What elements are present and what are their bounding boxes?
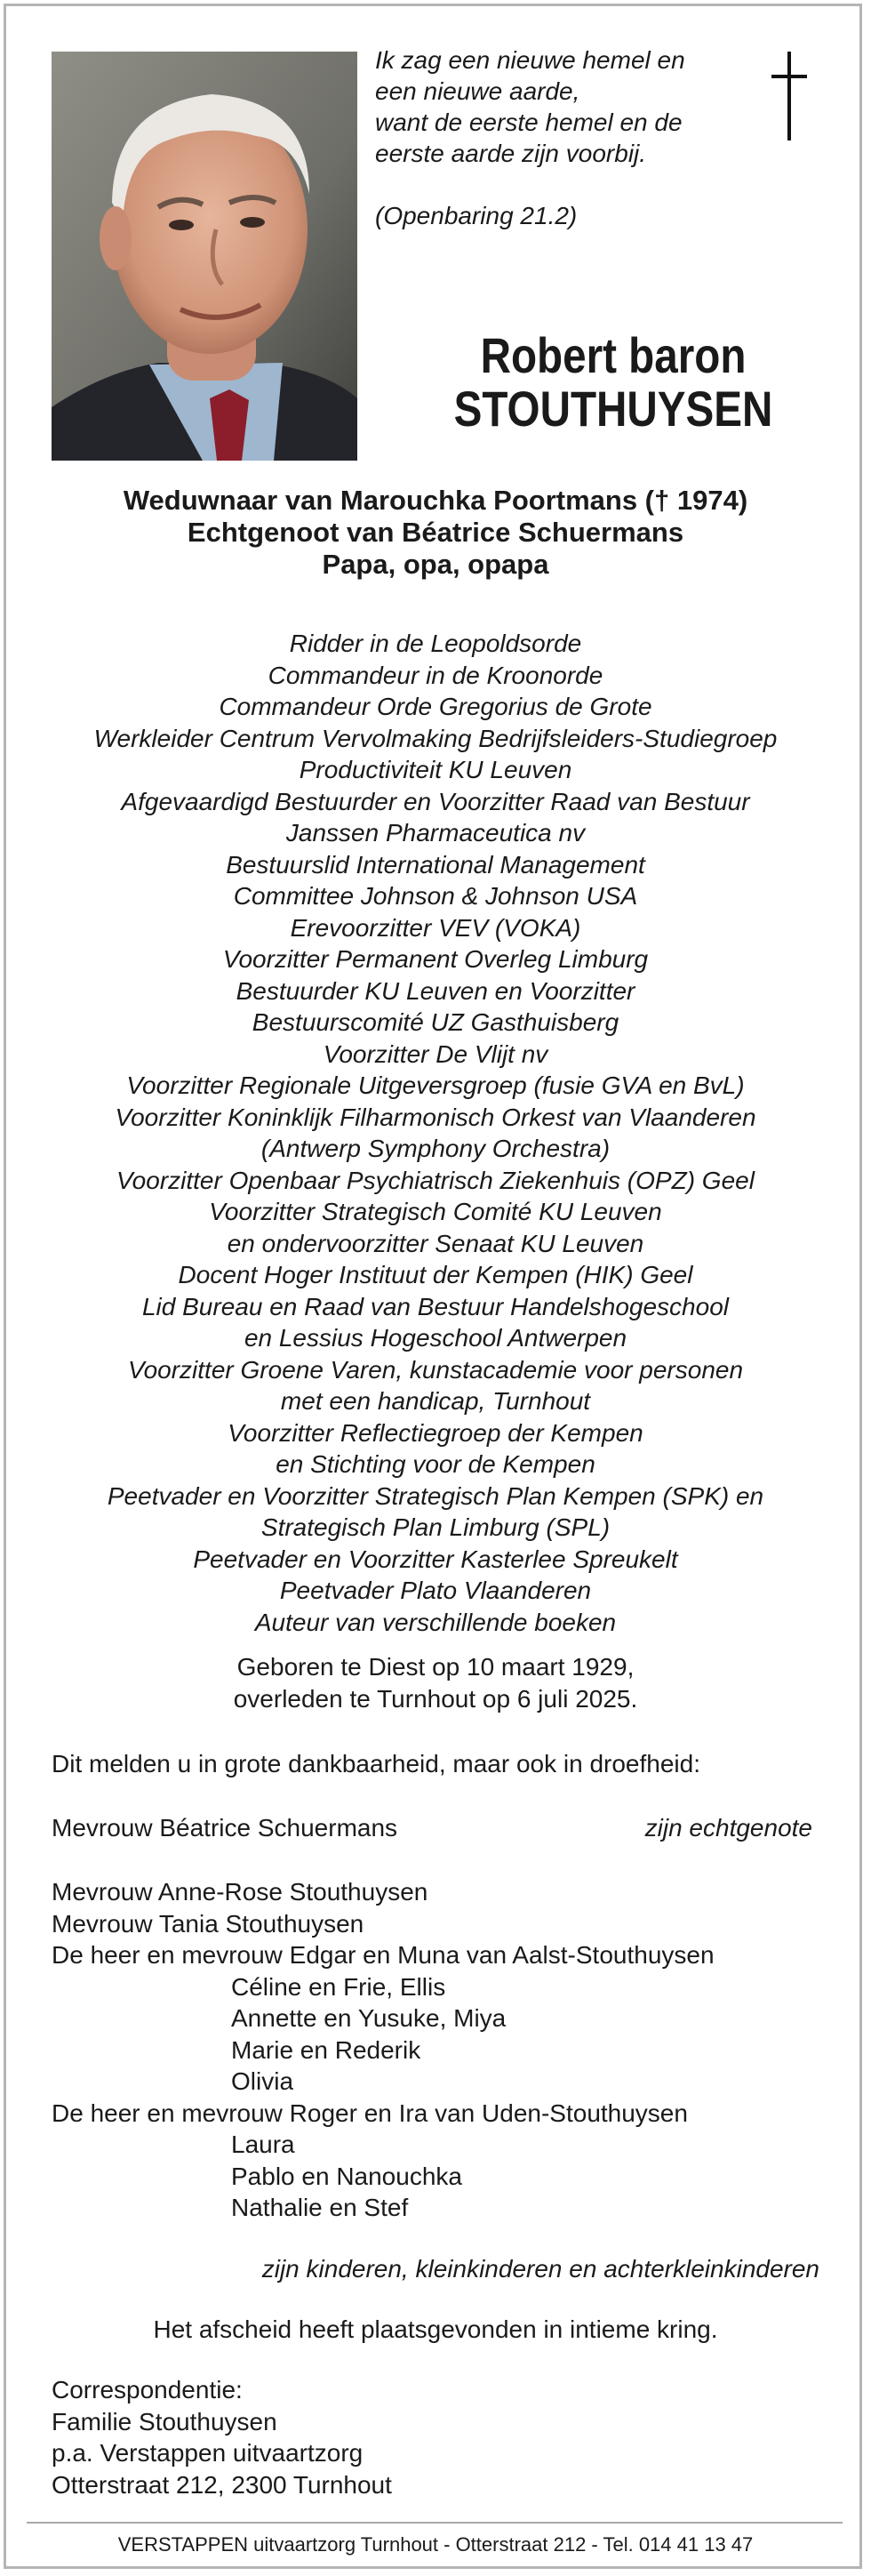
honor-line: met een handicap, Turnhout xyxy=(280,1387,591,1415)
family-member: Mevrouw Tania Stouthuysen xyxy=(52,1909,364,1938)
footer-divider xyxy=(27,2522,843,2524)
grandchild-entry: Marie en Rederik xyxy=(231,2035,421,2064)
honor-line: Strategisch Plan Limburg (SPL) xyxy=(260,1513,611,1541)
family-list xyxy=(52,1876,715,2224)
honor-line: Voorzitter Regionale Uitgeversgroep (fusie GVA en BvL) xyxy=(126,1071,745,1099)
family-member: De heer en mevrouw Edgar en Muna van Aalst-Stouthuysen xyxy=(52,1941,715,1969)
correspondence-heading: Correspondentie: xyxy=(52,2376,243,2403)
honor-line: Voorzitter Openbaar Psychiatrisch Ziekenhuis (OPZ) Geel xyxy=(116,1166,755,1194)
children-role: zijn kinderen, kleinkinderen en achterkleinkinderen xyxy=(261,2255,819,2283)
honor-line: Janssen Pharmaceutica nv xyxy=(285,819,586,847)
name-line-2: STOUTHUYSEN xyxy=(453,381,773,437)
honor-line: Ridder in de Leopoldsorde xyxy=(289,630,582,657)
correspondence-line: p.a. Verstappen uitvaartzorg xyxy=(52,2439,364,2467)
honor-line: Werkleider Centrum Vervolmaking Bedrijfsleiders-Studiegroep xyxy=(93,724,778,752)
portrait-photo xyxy=(52,52,357,461)
honor-line: Bestuurslid International Management xyxy=(226,850,645,879)
honor-line: Auteur van verschillende boeken xyxy=(254,1608,617,1636)
relation-line: Weduwnaar van Marouchka Poortmans († 1974) xyxy=(123,485,748,516)
spouse-name: Mevrouw Béatrice Schuermans xyxy=(52,1814,398,1842)
grandchild-entry: Laura xyxy=(231,2131,295,2158)
honor-line: en ondervoorzitter Senaat KU Leuven xyxy=(227,1229,644,1257)
honor-line: Voorzitter Reflectiegroep der Kempen xyxy=(228,1418,643,1447)
honor-line: Docent Hoger Instituut der Kempen (HIK) Geel xyxy=(178,1261,693,1288)
verse-line: een nieuwe aarde, xyxy=(375,77,580,105)
birth-death-block xyxy=(0,1651,871,1715)
birth-line: Geboren te Diest op 10 maart 1929, xyxy=(236,1653,635,1681)
honor-line: Commandeur in de Kroonorde xyxy=(268,661,603,689)
honor-line: Productiviteit KU Leuven xyxy=(299,756,572,783)
honor-line: Peetvader en Voorzitter Strategisch Plan Kempen (SPK) en xyxy=(107,1481,764,1510)
deceased-name xyxy=(417,329,810,436)
family-member: Mevrouw Anne-Rose Stouthuysen xyxy=(52,1878,428,1906)
family-member: De heer en mevrouw Roger en Ira van Uden-Stouthuysen xyxy=(52,2099,688,2127)
spouse-role: zijn echtgenote xyxy=(644,1814,812,1842)
relations-block xyxy=(0,485,871,581)
honor-line: Voorzitter Strategisch Comité KU Leuven xyxy=(209,1198,662,1225)
honor-line: en Stichting voor de Kempen xyxy=(276,1450,595,1478)
verse-line: want de eerste hemel en de xyxy=(375,108,683,136)
honors-list xyxy=(0,628,871,1638)
honor-line: Afgevaardigd Bestuurder en Voorzitter Raad van Bestuur xyxy=(121,787,750,815)
honor-line: Commandeur Orde Gregorius de Grote xyxy=(219,693,652,720)
announcement-text: Dit melden u in grote dankbaarheid, maar ook in droefheid: xyxy=(52,1750,700,1778)
name-line-1: Robert baron xyxy=(480,327,747,383)
verse-reference: (Openbaring 21.2) xyxy=(375,202,578,229)
grandchild-entry: Olivia xyxy=(231,2067,294,2095)
grandchild-entry: Pablo en Nanouchka xyxy=(231,2162,462,2190)
grandchild-entry: Céline en Frie, Ellis xyxy=(231,1972,446,2001)
grandchild-entry: Nathalie en Stef xyxy=(231,2194,409,2221)
correspondence-line: Familie Stouthuysen xyxy=(52,2407,277,2436)
bible-verse xyxy=(375,44,748,231)
verse-line: eerste aarde zijn voorbij. xyxy=(375,140,647,167)
death-line: overleden te Turnhout op 6 juli 2025. xyxy=(233,1685,638,1713)
honor-line: Bestuurder KU Leuven en Voorzitter xyxy=(236,976,635,1005)
correspondence-line: Otterstraat 212, 2300 Turnhout xyxy=(52,2470,392,2499)
farewell-text: Het afscheid heeft plaatsgevonden in intieme kring. xyxy=(153,2315,718,2343)
relation-line: Papa, opa, opapa xyxy=(322,549,549,580)
verse-line: Ik zag een nieuwe hemel en xyxy=(375,46,685,74)
funeral-home-footer: VERSTAPPEN uitvaartzorg Turnhout - Otterstraat 212 - Tel. 014 41 13 47 xyxy=(117,2533,754,2556)
correspondence-block xyxy=(52,2374,392,2500)
honor-line: Erevoorzitter VEV (VOKA) xyxy=(290,913,581,942)
honor-line: Bestuurscomité UZ Gasthuisberg xyxy=(252,1008,619,1036)
honor-line: Voorzitter Permanent Overleg Limburg xyxy=(222,945,649,973)
honor-line: (Antwerp Symphony Orchestra) xyxy=(260,1135,611,1162)
grandchild-entry: Annette en Yusuke, Miya xyxy=(231,2004,507,2032)
honor-line: Lid Bureau en Raad van Bestuur Handelshogeschool xyxy=(141,1292,729,1320)
latin-cross-icon xyxy=(771,52,807,140)
honor-line: Voorzitter De Vlijt nv xyxy=(323,1039,548,1068)
relation-line: Echtgenoot van Béatrice Schuermans xyxy=(187,517,684,548)
honor-line: en Lessius Hogeschool Antwerpen xyxy=(244,1324,627,1352)
honor-line: Peetvader Plato Vlaanderen xyxy=(279,1577,592,1604)
honor-line: Peetvader en Voorzitter Kasterlee Spreukelt xyxy=(193,1545,678,1573)
honor-line: Committee Johnson & Johnson USA xyxy=(233,882,638,910)
honor-line: Voorzitter Koninklijk Filharmonisch Orkest van Vlaanderen xyxy=(115,1103,756,1131)
honor-line: Voorzitter Groene Varen, kunstacademie voor personen xyxy=(127,1355,744,1384)
